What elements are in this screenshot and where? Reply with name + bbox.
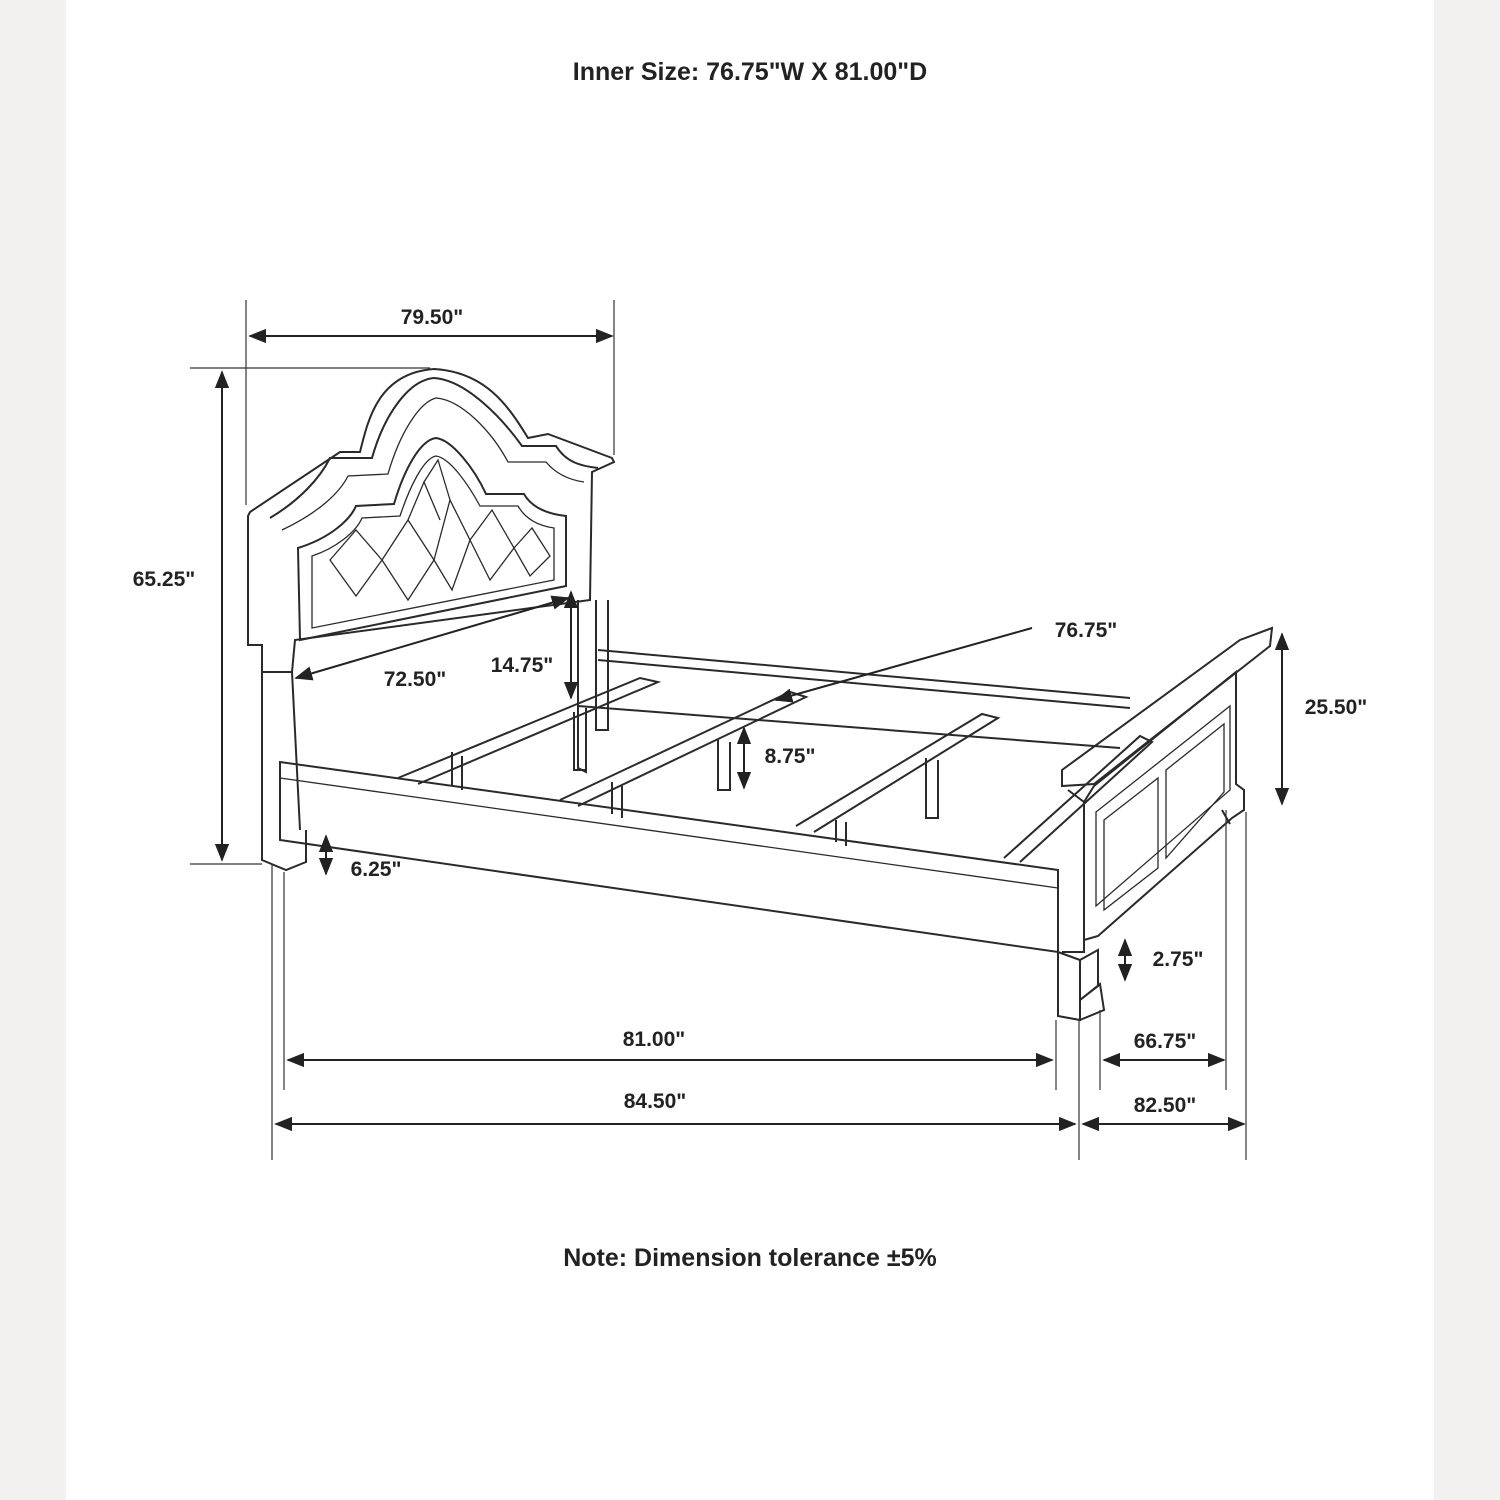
label-head-clearance: 6.25" <box>350 858 402 881</box>
label-overall-length: 84.50" <box>623 1090 687 1113</box>
tolerance-note: Note: Dimension tolerance ±5% <box>563 1244 937 1272</box>
dimension-lines <box>222 336 1282 1124</box>
label-inner-length: 81.00" <box>622 1028 686 1051</box>
label-overall-width: 82.50" <box>1133 1094 1197 1117</box>
label-rail-height: 8.75" <box>764 745 816 768</box>
extension-lines <box>190 300 1246 1160</box>
label-foot-clearance: 2.75" <box>1152 948 1204 971</box>
dim-inner-width-leader <box>776 628 1032 700</box>
label-headboard-height: 65.25" <box>132 568 196 591</box>
label-inner-width: 76.75" <box>1054 619 1118 642</box>
label-footboard-height: 25.50" <box>1304 696 1368 719</box>
inner-size-title: Inner Size: 76.75"W X 81.00"D <box>572 58 928 86</box>
bed-illustration <box>248 369 1272 1020</box>
label-headboard-width: 79.50" <box>400 306 464 329</box>
label-panel-clearance: 14.75" <box>490 654 554 677</box>
label-footboard-inner-width: 66.75" <box>1133 1030 1197 1053</box>
label-panel-width: 72.50" <box>383 668 447 691</box>
